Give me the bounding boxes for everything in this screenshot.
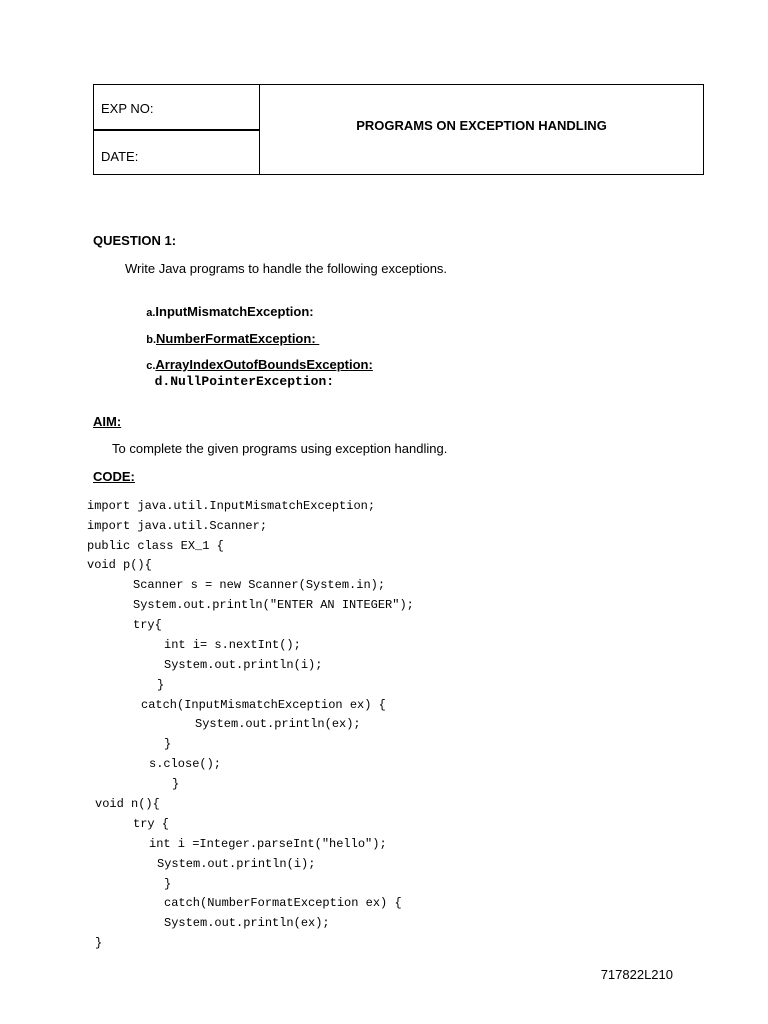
item-label: NumberFormatException:: [156, 331, 320, 346]
item-label: ArrayIndexOutofBoundsException:: [155, 357, 373, 372]
header-left-column: [94, 85, 260, 174]
aim-title: AIM:: [93, 414, 122, 429]
exception-item-a: [139, 289, 314, 319]
header-table: [93, 84, 704, 175]
code-line: System.out.println("ENTER AN INTEGER");: [133, 598, 414, 612]
code-line: System.out.println(i);: [157, 857, 316, 871]
code-line: }: [164, 737, 172, 751]
code-line: }: [172, 777, 180, 791]
code-line: s.close();: [149, 757, 222, 771]
item-marker: d.: [154, 374, 171, 389]
code-line: System.out.println(ex);: [164, 916, 330, 930]
code-line: public class EX_1 {: [87, 539, 224, 553]
item-marker: b.: [146, 334, 157, 346]
document-title: PROGRAMS ON EXCEPTION HANDLING: [356, 118, 607, 133]
code-line: System.out.println(ex);: [195, 717, 361, 731]
code-line: catch(NumberFormatException ex) {: [164, 896, 402, 910]
code-line: import java.util.InputMismatchException;: [87, 499, 376, 513]
code-line: try{: [133, 618, 162, 632]
question-text: Write Java programs to handle the following exceptions.: [125, 261, 448, 276]
question-title: QUESTION 1:: [93, 233, 177, 248]
code-line: try {: [133, 817, 170, 831]
code-line: catch(InputMismatchException ex) {: [141, 698, 386, 712]
code-line: }: [95, 936, 103, 950]
code-line: System.out.println(i);: [164, 658, 323, 672]
code-line: int i =Integer.parseInt("hello");: [149, 837, 387, 851]
footer-roll-number: 717822L210: [600, 967, 673, 982]
exp-no-cell: [94, 85, 259, 131]
date-label: DATE:: [101, 149, 139, 164]
code-line: import java.util.Scanner;: [87, 519, 268, 533]
code-line: int i= s.nextInt();: [164, 638, 301, 652]
item-label: NullPointerException:: [170, 374, 335, 389]
code-line: }: [157, 678, 165, 692]
item-marker: c.: [146, 360, 156, 372]
aim-text: To complete the given programs using exception handling.: [112, 441, 448, 456]
item-label: InputMismatchException:: [155, 304, 314, 319]
code-line: void p(){: [87, 558, 152, 572]
item-marker: a.: [146, 307, 156, 319]
code-line: void n(){: [95, 797, 160, 811]
code-line: Scanner s = new Scanner(System.in);: [133, 578, 386, 592]
exception-item-d: [139, 359, 334, 389]
exp-no-label: EXP NO:: [101, 101, 154, 116]
code-line: }: [164, 877, 172, 891]
code-title: CODE:: [93, 469, 135, 484]
